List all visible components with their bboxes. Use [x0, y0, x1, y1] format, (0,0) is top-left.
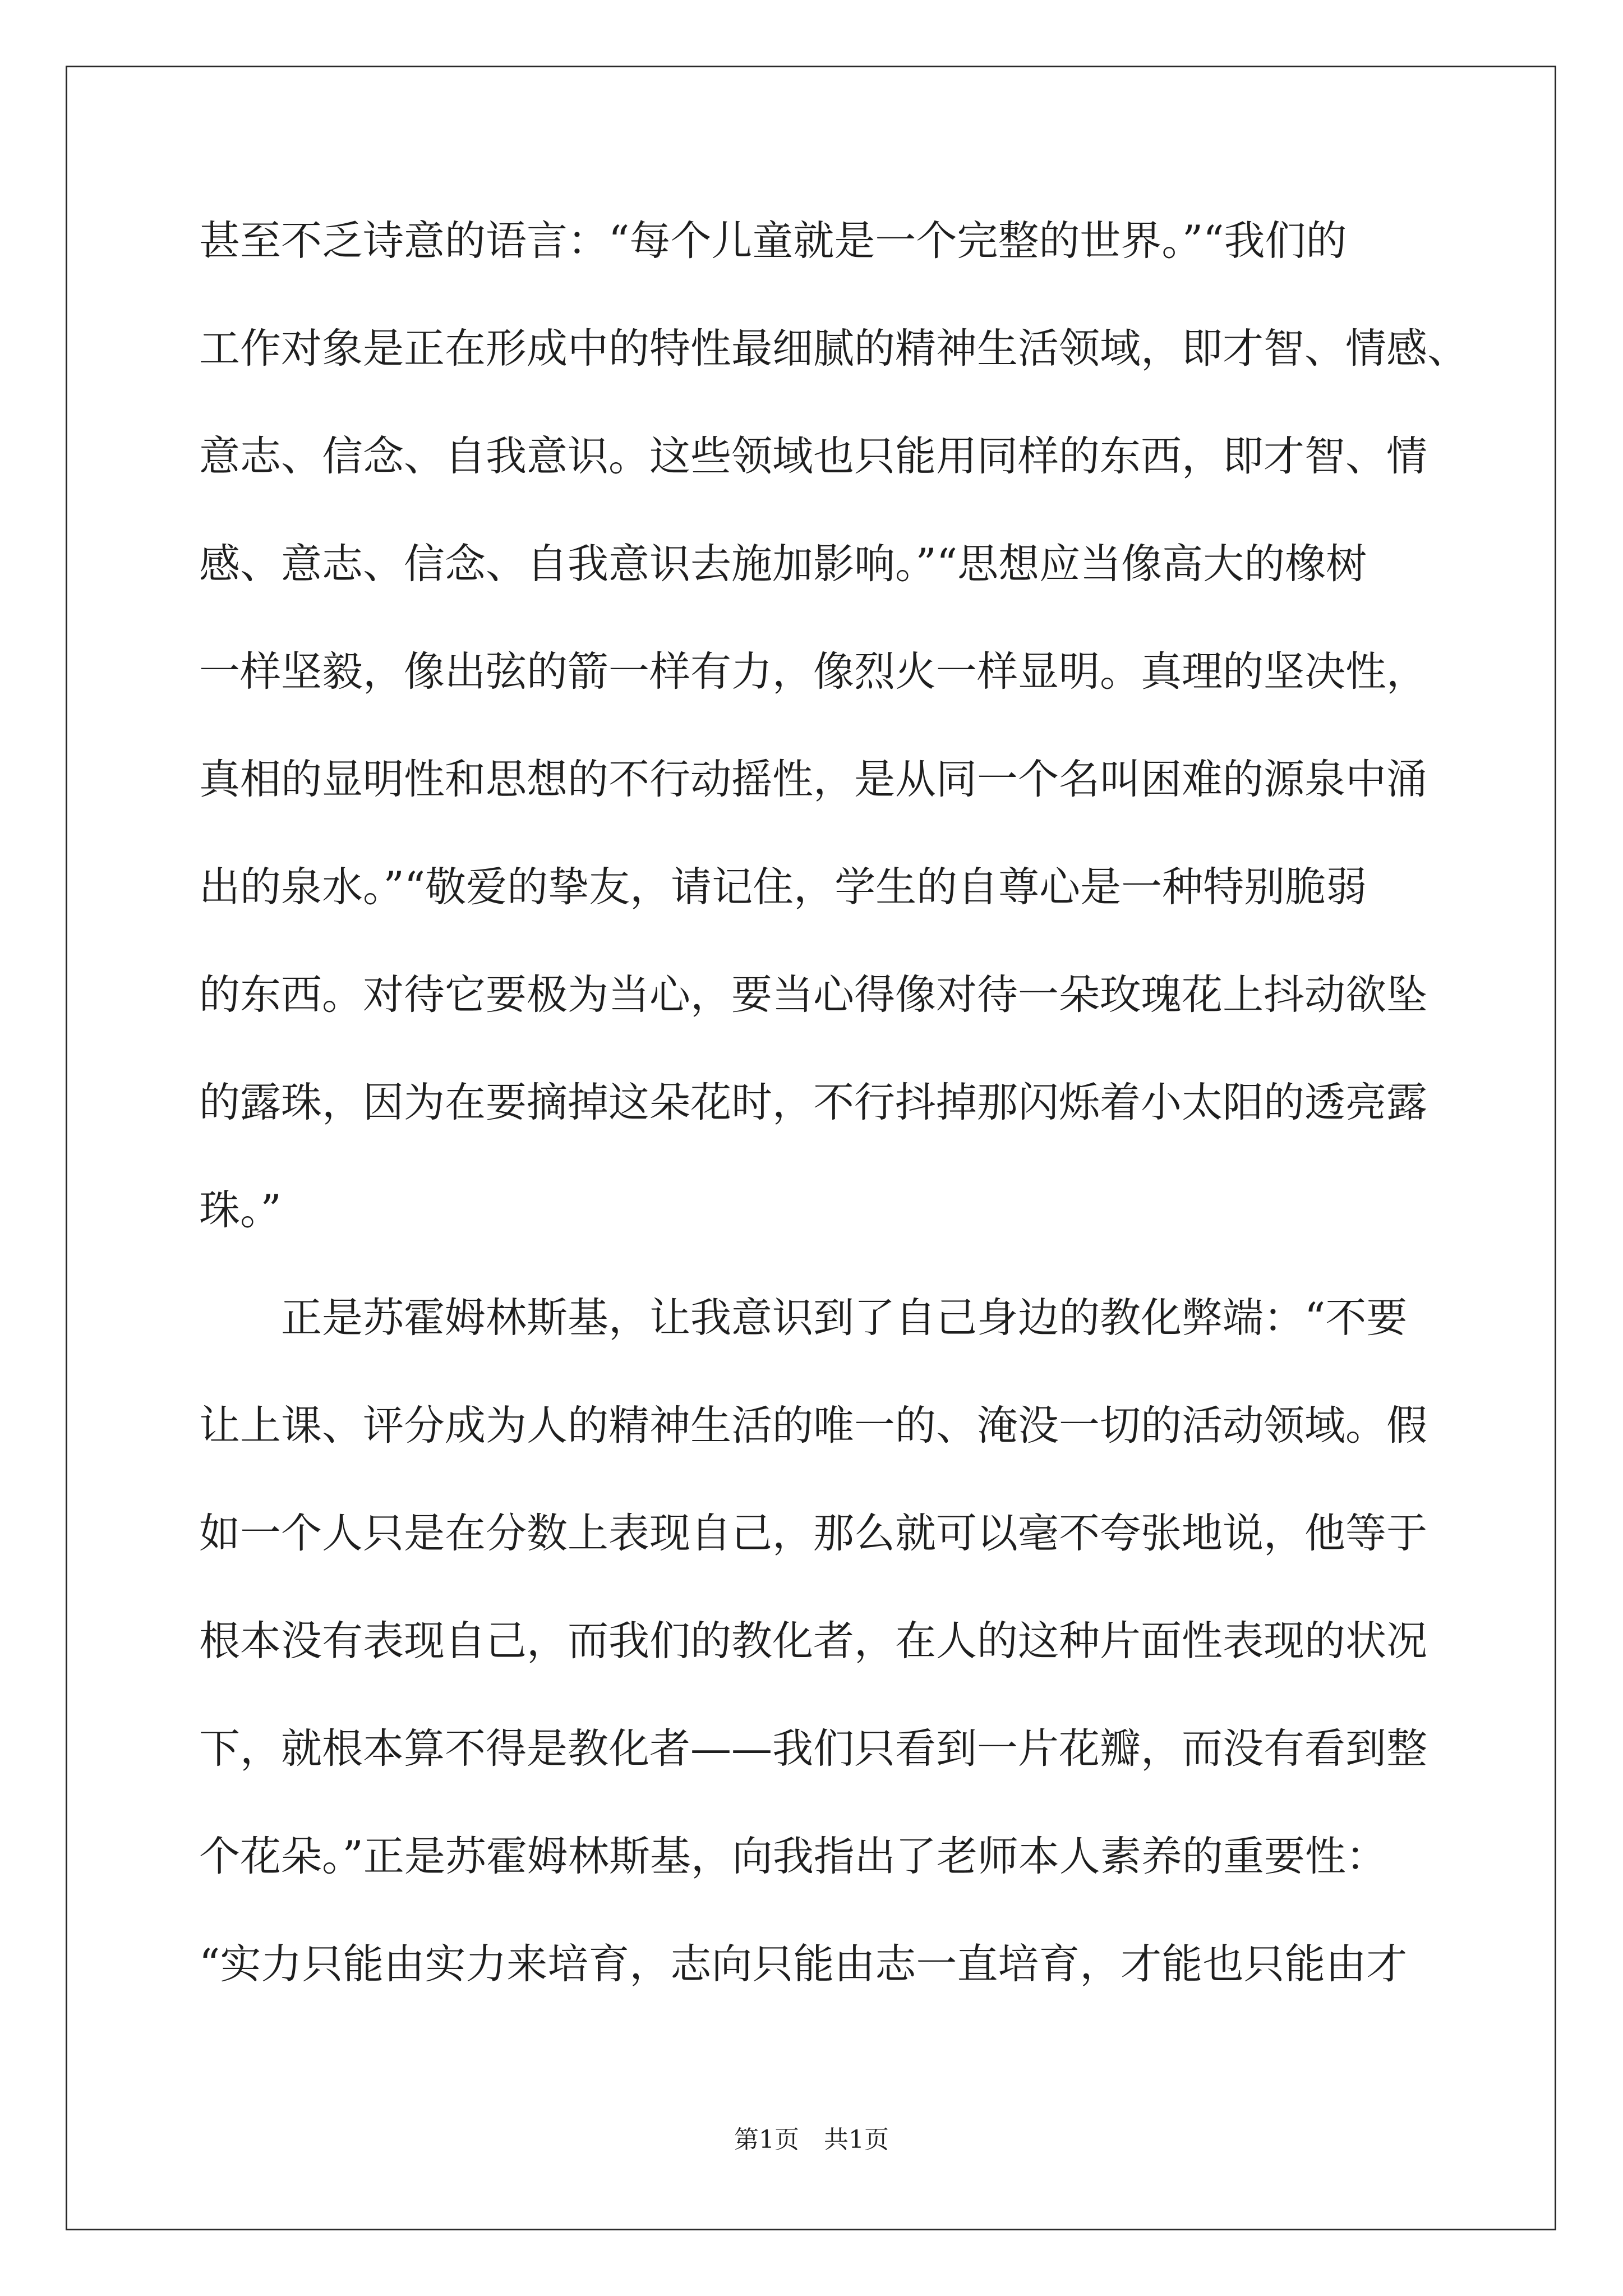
text-line: 根本没有表现自己，而我们的教化者，在人的这种片面性表现的状况	[199, 1617, 1427, 1665]
text-line: 如一个人只是在分数上表现自己，那么就可以毫不夸张地说，他等于	[199, 1510, 1427, 1557]
document-body	[199, 208, 1468, 2039]
text-line: 出的泉水。”“敬爱的挚友，请记住，学生的自尊心是一种特别脆弱	[199, 863, 1367, 911]
text-line: 的露珠，因为在要摘掉这朵花时，不行抖掉那闪烁着小太阳的透亮露	[199, 1079, 1427, 1126]
text-line: 感、意志、信念、自我意识去施加影响。”“思想应当像高大的橡树	[199, 540, 1367, 588]
text-line: 甚至不乏诗意的语言：“每个儿童就是一个完整的世界。”“我们的	[199, 217, 1347, 265]
text-line: 一样坚毅，像出弦的箭一样有力，像烈火一样显明。真理的坚决性，	[199, 648, 1427, 696]
text-line: 真相的显明性和思想的不行动摇性，是从同一个名叫困难的源泉中涌	[199, 756, 1427, 803]
page-footer: 第1页 共1页	[734, 2125, 889, 2154]
text-line: 的东西。对待它要极为当心，要当心得像对待一朵玫瑰花上抖动欲坠	[199, 971, 1427, 1019]
text-line: 意志、信念、自我意识。这些领域也只能用同样的东西，即才智、情	[199, 432, 1427, 480]
text-line: 珠。”	[199, 1186, 282, 1234]
text-line: “实力只能由实力来培育，志向只能由志一直培育，才能也只能由才	[199, 1940, 1408, 1988]
text-line: 让上课、评分成为人的精神生活的唯一的、淹没一切的活动领域。假	[199, 1402, 1427, 1450]
text-line: 工作对象是正在形成中的特性最细腻的精神生活领域，即才智、情感、	[199, 325, 1468, 372]
text-line: 个花朵。”正是苏霍姆林斯基，向我指出了老师本人素养的重要性：	[199, 1833, 1387, 1880]
text-line: 下，就根本算不得是教化者——我们只看到一片花瓣，而没有看到整	[199, 1725, 1427, 1773]
text-line: 正是苏霍姆林斯基，让我意识到了自己身边的教化弊端：“不要	[199, 1294, 1408, 1342]
